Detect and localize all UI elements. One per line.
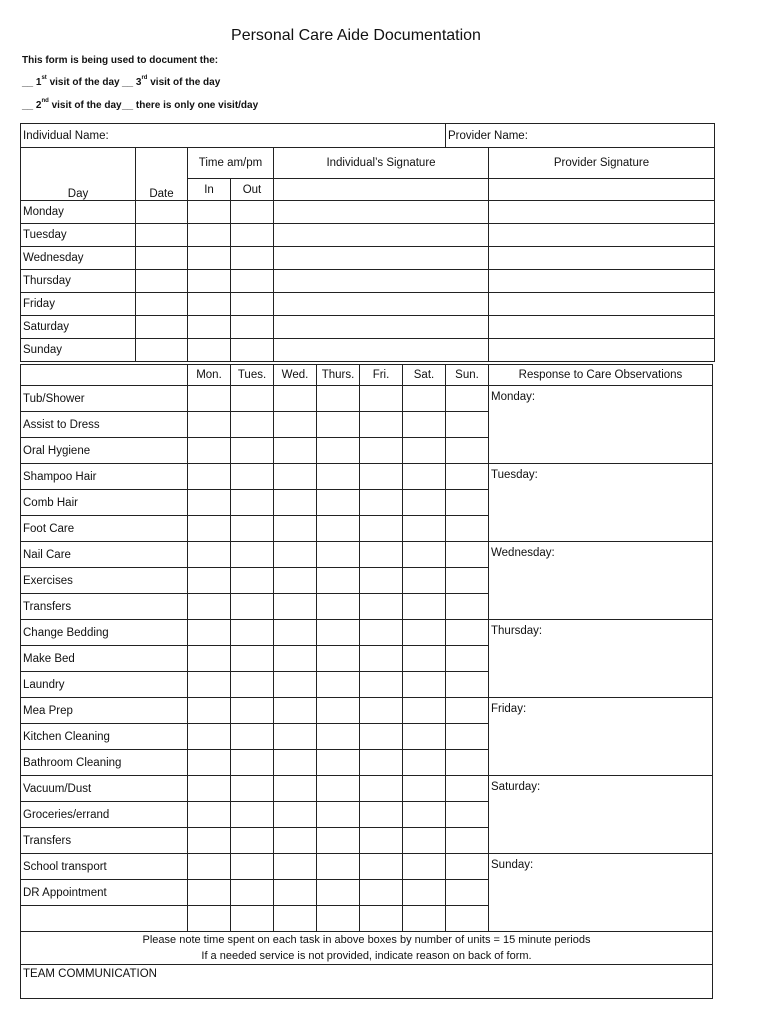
time-out-cell[interactable] [231, 316, 274, 339]
task-unit-cell[interactable] [403, 828, 446, 854]
time-in-cell[interactable] [188, 339, 231, 362]
note-line-2: If a needed service is not provided, indicate reason on back of form. [201, 950, 532, 962]
time-in-cell[interactable] [188, 293, 231, 316]
task-unit-cell[interactable] [188, 464, 231, 490]
task-unit-cell[interactable] [317, 594, 360, 620]
task-unit-cell[interactable] [360, 724, 403, 750]
task-unit-cell[interactable] [446, 646, 489, 672]
task-unit-cell[interactable] [446, 568, 489, 594]
task-unit-cell[interactable] [231, 594, 274, 620]
task-unit-cell[interactable] [360, 802, 403, 828]
task-unit-cell[interactable] [274, 438, 317, 464]
task-unit-cell[interactable] [446, 724, 489, 750]
task-label [21, 906, 188, 932]
task-unit-cell[interactable] [188, 672, 231, 698]
time-in-cell[interactable] [188, 316, 231, 339]
task-unit-cell[interactable] [231, 542, 274, 568]
task-unit-cell[interactable] [231, 854, 274, 880]
task-row [21, 854, 713, 880]
individual-signature-cell[interactable] [274, 270, 489, 293]
task-unit-cell[interactable] [317, 568, 360, 594]
observation-cell[interactable]: Tuesday: [489, 464, 713, 542]
task-unit-cell[interactable] [360, 880, 403, 906]
task-unit-cell[interactable] [446, 594, 489, 620]
task-unit-cell[interactable] [360, 438, 403, 464]
task-unit-cell[interactable] [403, 620, 446, 646]
individual-signature-cell[interactable] [274, 339, 489, 362]
provider-signature-cell[interactable] [489, 270, 715, 293]
task-unit-cell[interactable] [446, 698, 489, 724]
date-cell[interactable] [136, 247, 188, 270]
task-unit-cell[interactable] [360, 646, 403, 672]
task-unit-cell[interactable] [446, 464, 489, 490]
provider-signature-cell[interactable] [489, 201, 715, 224]
task-unit-cell[interactable] [231, 412, 274, 438]
task-unit-cell[interactable] [188, 646, 231, 672]
observation-cell[interactable]: Saturday: [489, 776, 713, 854]
weekday-header: Tues. [231, 365, 274, 386]
task-unit-cell[interactable] [360, 854, 403, 880]
task-unit-cell[interactable] [231, 802, 274, 828]
task-unit-cell[interactable] [446, 542, 489, 568]
day-label: Friday [21, 293, 136, 316]
task-unit-cell[interactable] [317, 828, 360, 854]
task-unit-cell[interactable] [360, 828, 403, 854]
task-label: Vacuum/Dust [21, 776, 188, 802]
instructions-note [21, 932, 713, 965]
task-unit-cell[interactable] [446, 802, 489, 828]
note-line-1: Please note time spent on each task in above boxes by number of units = 15 minute periods [142, 934, 591, 946]
task-unit-cell[interactable] [231, 828, 274, 854]
weekday-header: Sat. [403, 365, 446, 386]
provider-signature-cell[interactable] [489, 293, 715, 316]
task-row [21, 542, 713, 568]
task-row [21, 464, 713, 490]
provider-name-field[interactable]: Provider Name: [446, 124, 715, 148]
option-second-visit[interactable]: __ 2nd visit of the day [22, 98, 122, 111]
task-label: Tub/Shower [21, 386, 188, 412]
task-unit-cell[interactable] [274, 906, 317, 932]
task-unit-cell[interactable] [317, 802, 360, 828]
task-unit-cell[interactable] [274, 542, 317, 568]
observation-cell[interactable]: Friday: [489, 698, 713, 776]
task-unit-cell[interactable] [231, 490, 274, 516]
task-unit-cell[interactable] [360, 776, 403, 802]
task-unit-cell[interactable] [446, 854, 489, 880]
task-label: Kitchen Cleaning [21, 724, 188, 750]
task-unit-cell[interactable] [231, 568, 274, 594]
task-row [21, 386, 713, 412]
task-unit-cell[interactable] [188, 412, 231, 438]
task-unit-cell[interactable] [317, 464, 360, 490]
task-unit-cell[interactable] [403, 802, 446, 828]
task-unit-cell[interactable] [274, 724, 317, 750]
task-label: Oral Hygiene [21, 438, 188, 464]
task-unit-cell[interactable] [360, 464, 403, 490]
provider-signature-header: Provider Signature [489, 148, 715, 179]
task-unit-cell[interactable] [274, 516, 317, 542]
task-label: Laundry [21, 672, 188, 698]
task-unit-cell[interactable] [274, 568, 317, 594]
individual-signature-cell[interactable] [274, 316, 489, 339]
task-unit-cell[interactable] [188, 490, 231, 516]
task-unit-cell[interactable] [317, 672, 360, 698]
task-unit-cell[interactable] [317, 386, 360, 412]
time-header: Time am/pm [188, 148, 274, 179]
task-unit-cell[interactable] [403, 646, 446, 672]
task-unit-cell[interactable] [188, 880, 231, 906]
task-unit-cell[interactable] [403, 672, 446, 698]
provider-signature-cell[interactable] [489, 247, 715, 270]
task-label: Nail Care [21, 542, 188, 568]
task-unit-cell[interactable] [317, 412, 360, 438]
option-first-visit[interactable]: __ 1st visit of the day [22, 75, 120, 88]
provider-signature-cell[interactable] [489, 339, 715, 362]
task-unit-cell[interactable] [317, 646, 360, 672]
task-unit-cell[interactable] [446, 906, 489, 932]
task-unit-cell[interactable] [188, 620, 231, 646]
task-unit-cell[interactable] [360, 568, 403, 594]
observation-cell[interactable]: Monday: [489, 386, 713, 464]
day-label: Tuesday [21, 224, 136, 247]
task-row [21, 698, 713, 724]
task-label: Mea Prep [21, 698, 188, 724]
task-unit-cell[interactable] [231, 776, 274, 802]
task-unit-cell[interactable] [317, 880, 360, 906]
task-unit-cell[interactable] [231, 464, 274, 490]
time-out-cell[interactable] [231, 270, 274, 293]
task-unit-cell[interactable] [274, 620, 317, 646]
task-label: Shampoo Hair [21, 464, 188, 490]
weekday-header: Fri. [360, 365, 403, 386]
task-unit-cell[interactable] [231, 620, 274, 646]
time-out-cell[interactable] [231, 224, 274, 247]
day-row [21, 316, 715, 339]
task-unit-cell[interactable] [317, 490, 360, 516]
task-unit-cell[interactable] [446, 438, 489, 464]
weekday-header: Wed. [274, 365, 317, 386]
day-row [21, 224, 715, 247]
task-unit-cell[interactable] [446, 828, 489, 854]
day-label: Monday [21, 201, 136, 224]
task-unit-cell[interactable] [317, 750, 360, 776]
task-label: Exercises [21, 568, 188, 594]
day-label: Saturday [21, 316, 136, 339]
individual-signature-cell[interactable] [274, 224, 489, 247]
task-unit-cell[interactable] [403, 776, 446, 802]
task-unit-cell[interactable] [403, 594, 446, 620]
individual-signature-header: Individual’s Signature [274, 148, 489, 179]
task-unit-cell[interactable] [360, 412, 403, 438]
task-unit-cell[interactable] [188, 854, 231, 880]
task-unit-cell[interactable] [274, 802, 317, 828]
date-cell[interactable] [136, 293, 188, 316]
task-unit-cell[interactable] [274, 672, 317, 698]
date-cell[interactable] [136, 316, 188, 339]
observation-cell[interactable]: Wednesday: [489, 542, 713, 620]
observation-cell[interactable]: Thursday: [489, 620, 713, 698]
task-unit-cell[interactable] [360, 386, 403, 412]
task-unit-cell[interactable] [188, 750, 231, 776]
task-unit-cell[interactable] [188, 438, 231, 464]
task-table [20, 364, 713, 999]
day-label: Thursday [21, 270, 136, 293]
task-label: Transfers [21, 594, 188, 620]
page-title: Personal Care Aide Documentation [231, 27, 481, 44]
task-unit-cell[interactable] [446, 412, 489, 438]
day-row [21, 339, 715, 362]
task-label: Comb Hair [21, 490, 188, 516]
time-in-header: In [188, 179, 231, 201]
task-unit-cell[interactable] [274, 698, 317, 724]
time-out-cell[interactable] [231, 293, 274, 316]
task-unit-cell[interactable] [403, 698, 446, 724]
task-unit-cell[interactable] [360, 906, 403, 932]
task-label: Assist to Dress [21, 412, 188, 438]
task-unit-cell[interactable] [188, 386, 231, 412]
individual-signature-cell[interactable] [274, 179, 489, 201]
weekday-header: Sun. [446, 365, 489, 386]
task-unit-cell[interactable] [446, 516, 489, 542]
task-unit-cell[interactable] [274, 880, 317, 906]
time-out-cell[interactable] [231, 247, 274, 270]
task-unit-cell[interactable] [231, 646, 274, 672]
task-unit-cell[interactable] [231, 438, 274, 464]
provider-signature-cell[interactable] [489, 316, 715, 339]
task-unit-cell[interactable] [403, 724, 446, 750]
task-unit-cell[interactable] [274, 594, 317, 620]
task-unit-cell[interactable] [403, 464, 446, 490]
day-header: Day [21, 148, 136, 201]
task-unit-cell[interactable] [403, 854, 446, 880]
task-unit-cell[interactable] [403, 880, 446, 906]
weekday-header: Thurs. [317, 365, 360, 386]
task-unit-cell[interactable] [446, 776, 489, 802]
time-in-cell[interactable] [188, 270, 231, 293]
task-unit-cell[interactable] [446, 672, 489, 698]
task-row [21, 620, 713, 646]
day-row [21, 247, 715, 270]
task-unit-cell[interactable] [403, 490, 446, 516]
task-unit-cell[interactable] [446, 750, 489, 776]
task-unit-cell[interactable] [188, 542, 231, 568]
date-cell[interactable] [136, 339, 188, 362]
individual-signature-cell[interactable] [274, 201, 489, 224]
date-header: Date [136, 148, 188, 201]
day-row [21, 270, 715, 293]
intro-heading: This form is being used to document the: [22, 55, 219, 66]
task-unit-cell[interactable] [403, 412, 446, 438]
task-unit-cell[interactable] [231, 698, 274, 724]
task-unit-cell[interactable] [188, 776, 231, 802]
day-label: Sunday [21, 339, 136, 362]
task-unit-cell[interactable] [446, 386, 489, 412]
task-unit-cell[interactable] [317, 516, 360, 542]
task-unit-cell[interactable] [188, 906, 231, 932]
date-cell[interactable] [136, 270, 188, 293]
task-unit-cell[interactable] [446, 880, 489, 906]
task-unit-cell[interactable] [360, 698, 403, 724]
task-unit-cell[interactable] [403, 438, 446, 464]
task-unit-cell[interactable] [317, 776, 360, 802]
visit-log-table [20, 123, 715, 362]
date-cell[interactable] [136, 224, 188, 247]
task-unit-cell[interactable] [231, 724, 274, 750]
task-unit-cell[interactable] [317, 438, 360, 464]
task-unit-cell[interactable] [403, 516, 446, 542]
task-unit-cell[interactable] [188, 568, 231, 594]
task-unit-cell[interactable] [317, 542, 360, 568]
time-out-cell[interactable] [231, 201, 274, 224]
task-unit-cell[interactable] [231, 750, 274, 776]
task-unit-cell[interactable] [274, 750, 317, 776]
date-cell[interactable] [136, 201, 188, 224]
individual-name-field[interactable]: Individual Name: [21, 124, 446, 148]
time-out-cell[interactable] [231, 339, 274, 362]
task-header-blank [21, 365, 188, 386]
task-unit-cell[interactable] [317, 698, 360, 724]
option-one-visit[interactable]: __ there is only one visit/day [122, 100, 259, 111]
task-unit-cell[interactable] [446, 490, 489, 516]
task-unit-cell[interactable] [317, 906, 360, 932]
task-unit-cell[interactable] [274, 646, 317, 672]
task-label: Transfers [21, 828, 188, 854]
weekday-header: Mon. [188, 365, 231, 386]
task-unit-cell[interactable] [317, 724, 360, 750]
task-unit-cell[interactable] [274, 386, 317, 412]
time-in-cell[interactable] [188, 201, 231, 224]
time-in-cell[interactable] [188, 247, 231, 270]
task-unit-cell[interactable] [274, 412, 317, 438]
individual-signature-cell[interactable] [274, 293, 489, 316]
task-unit-cell[interactable] [231, 516, 274, 542]
task-unit-cell[interactable] [188, 516, 231, 542]
task-unit-cell[interactable] [317, 854, 360, 880]
task-unit-cell[interactable] [188, 724, 231, 750]
day-label: Wednesday [21, 247, 136, 270]
response-header: Response to Care Observations [489, 365, 713, 386]
task-unit-cell[interactable] [231, 880, 274, 906]
day-row [21, 293, 715, 316]
day-row [21, 201, 715, 224]
task-unit-cell[interactable] [360, 516, 403, 542]
task-label: Bathroom Cleaning [21, 750, 188, 776]
task-label: School transport [21, 854, 188, 880]
task-unit-cell[interactable] [231, 386, 274, 412]
task-unit-cell[interactable] [360, 750, 403, 776]
task-label: Foot Care [21, 516, 188, 542]
task-unit-cell[interactable] [360, 672, 403, 698]
task-unit-cell[interactable] [403, 542, 446, 568]
task-unit-cell[interactable] [188, 802, 231, 828]
provider-signature-cell[interactable] [489, 179, 715, 201]
task-label: Change Bedding [21, 620, 188, 646]
individual-signature-cell[interactable] [274, 247, 489, 270]
task-unit-cell[interactable] [188, 698, 231, 724]
task-unit-cell[interactable] [274, 490, 317, 516]
task-label: Groceries/errand [21, 802, 188, 828]
observation-cell[interactable]: Sunday: [489, 854, 713, 932]
time-out-header: Out [231, 179, 274, 201]
task-row [21, 776, 713, 802]
task-label: Make Bed [21, 646, 188, 672]
task-unit-cell[interactable] [274, 464, 317, 490]
task-unit-cell[interactable] [231, 672, 274, 698]
task-unit-cell[interactable] [360, 490, 403, 516]
task-unit-cell[interactable] [403, 906, 446, 932]
task-unit-cell[interactable] [188, 594, 231, 620]
provider-signature-cell[interactable] [489, 224, 715, 247]
task-unit-cell[interactable] [274, 854, 317, 880]
task-unit-cell[interactable] [403, 386, 446, 412]
time-in-cell[interactable] [188, 224, 231, 247]
task-unit-cell[interactable] [274, 776, 317, 802]
task-unit-cell[interactable] [360, 542, 403, 568]
task-unit-cell[interactable] [274, 828, 317, 854]
task-unit-cell[interactable] [188, 828, 231, 854]
task-label: DR Appointment [21, 880, 188, 906]
task-unit-cell[interactable] [403, 750, 446, 776]
task-unit-cell[interactable] [403, 568, 446, 594]
task-unit-cell[interactable] [231, 906, 274, 932]
task-unit-cell[interactable] [360, 620, 403, 646]
task-unit-cell[interactable] [360, 594, 403, 620]
team-communication-field[interactable]: TEAM COMMUNICATION [21, 965, 713, 999]
task-unit-cell[interactable] [317, 620, 360, 646]
task-unit-cell[interactable] [446, 620, 489, 646]
option-third-visit[interactable]: __ 3rd visit of the day [122, 75, 221, 88]
